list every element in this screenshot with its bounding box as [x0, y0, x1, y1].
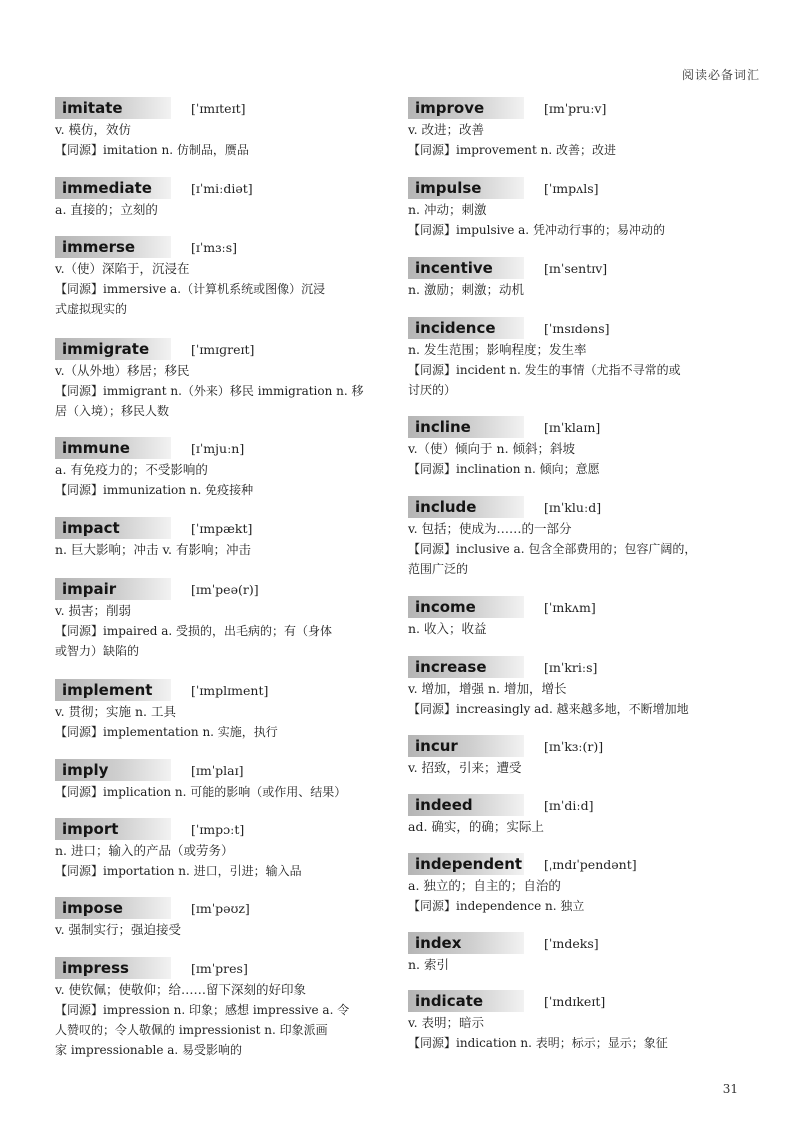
entry: [408, 176, 744, 240]
phonetic: [ˈɪmpækt]: [191, 520, 253, 536]
entry: [55, 96, 391, 160]
definition-line: n. 收入；收益: [408, 621, 487, 636]
entry: [408, 316, 744, 400]
entry: [55, 758, 391, 802]
definition-line: a. 直接的；立刻的: [55, 202, 158, 217]
related-words-line: 【同源】implementation n. 实施，执行: [55, 725, 278, 739]
phonetic: [ˈɪmpʌls]: [544, 180, 599, 196]
definition-line: a. 独立的；自主的；自治的: [408, 878, 561, 893]
entry: [408, 734, 744, 778]
phonetic: [ɪnˈkluːd]: [544, 499, 602, 515]
headword: incentive: [408, 257, 524, 279]
entry: [408, 793, 744, 837]
definition-line: v. 改进；改善: [408, 122, 485, 137]
phonetic: [ɪnˈsentɪv]: [544, 260, 608, 276]
related-words-line: 居（入境）；移民人数: [55, 404, 170, 418]
entry: [408, 495, 744, 579]
related-words-line: 【同源】improvement n. 改善；改进: [408, 143, 616, 157]
headword: income: [408, 596, 524, 618]
headword: immerse: [55, 236, 171, 258]
entry: [55, 817, 391, 881]
phonetic: [ɪmˈpruːv]: [544, 100, 607, 116]
related-words-line: 【同源】incident n. 发生的事情（尤指不寻常的或: [408, 363, 681, 377]
headword: imply: [55, 759, 171, 781]
phonetic: [ˈɪmɪteɪt]: [191, 100, 246, 116]
definition-line: v.（从外地）移居；移民: [55, 363, 190, 378]
entry: [408, 931, 744, 975]
phonetic: [ɪmˈpəʊz]: [191, 900, 250, 916]
related-words-line: 【同源】implication n. 可能的影响（或作用、结果）: [55, 785, 347, 799]
definition-line: v. 损害；削弱: [55, 603, 132, 618]
entry: [408, 852, 744, 916]
related-words-line: 范围广泛的: [408, 562, 469, 576]
related-words-line: 【同源】increasingly ad. 越来越多地，不断增加地: [408, 702, 689, 716]
phonetic: [ɪmˈpeə(r)]: [191, 581, 259, 597]
related-words-line: 【同源】impression n. 印象；感想 impressive a. 令: [55, 1003, 350, 1017]
related-words-line: 【同源】inclination n. 倾向；意愿: [408, 462, 600, 476]
headword: impulse: [408, 177, 524, 199]
headword: include: [408, 496, 524, 518]
definition-line: v. 包括；使成为……的一部分: [408, 521, 572, 536]
phonetic: [ˌɪndɪˈpendənt]: [544, 856, 637, 872]
headword: immediate: [55, 177, 171, 199]
entry: [55, 235, 391, 319]
phonetic: [ˈɪmplɪment]: [191, 682, 269, 698]
phonetic: [ɪnˈkɜː(r)]: [544, 738, 604, 754]
entry: [408, 415, 744, 479]
entry: [55, 678, 391, 742]
headword: improve: [408, 97, 524, 119]
headword: immune: [55, 437, 171, 459]
entry: [408, 989, 744, 1053]
definition-line: a. 有免疫力的；不受影响的: [55, 462, 208, 477]
related-words-line: 式虚拟现实的: [55, 302, 128, 316]
entry: [55, 176, 391, 220]
phonetic: [ˈɪnkʌm]: [544, 599, 596, 615]
phonetic: [ɪmˈplaɪ]: [191, 762, 244, 778]
headword: incur: [408, 735, 524, 757]
entry: [408, 595, 744, 639]
definition-line: v. 表明；暗示: [408, 1015, 485, 1030]
running-head: 阅读必备词汇: [681, 68, 760, 82]
phonetic: [ɪnˈkriːs]: [544, 659, 598, 675]
headword: indeed: [408, 794, 524, 816]
headword: implement: [55, 679, 171, 701]
headword: impose: [55, 897, 171, 919]
phonetic: [ˈɪmpɔːt]: [191, 821, 245, 837]
entry: [55, 516, 391, 560]
definition-line: n. 激励；刺激；动机: [408, 282, 524, 297]
phonetic: [ɪˈmjuːn]: [191, 440, 245, 456]
headword: impress: [55, 957, 171, 979]
definition-line: n. 发生范围；影响程度；发生率: [408, 342, 587, 357]
related-words-line: 或智力）缺陷的: [55, 644, 140, 658]
definition-line: v.（使）倾向于 n. 倾斜；斜坡: [408, 441, 576, 456]
headword: imitate: [55, 97, 171, 119]
definition-line: v. 模仿，效仿: [55, 122, 132, 137]
related-words-line: 【同源】immunization n. 免疫接种: [55, 483, 254, 497]
related-words-line: 讨厌的）: [408, 383, 457, 397]
phonetic: [ɪmˈpres]: [191, 960, 248, 976]
headword: index: [408, 932, 524, 954]
phonetic: [ˈɪndeks]: [544, 935, 599, 951]
phonetic: [ˈɪndɪkeɪt]: [544, 993, 606, 1009]
definition-line: v. 增加，增强 n. 增加，增长: [408, 681, 567, 696]
headword: incidence: [408, 317, 524, 339]
related-words-line: 【同源】immigrant n.（外来）移民 immigration n. 移: [55, 384, 364, 398]
entry: [408, 96, 744, 160]
related-words-line: 【同源】impulsive a. 凭冲动行事的；易冲动的: [408, 223, 665, 237]
related-words-line: 【同源】immersive a.（计算机系统或图像）沉浸: [55, 282, 326, 296]
entry: [408, 256, 744, 300]
phonetic: [ɪˈmiːdiət]: [191, 180, 253, 196]
definition-line: v.（使）深陷于，沉浸在: [55, 261, 190, 276]
definition-line: v. 使钦佩；使敬仰；给……留下深刻的好印象: [55, 982, 307, 997]
page-number: 31: [722, 1082, 738, 1096]
entry: [55, 337, 391, 421]
definition-line: v. 招致，引来；遭受: [408, 760, 522, 775]
headword: impair: [55, 578, 171, 600]
phonetic: [ɪnˈklaɪn]: [544, 419, 601, 435]
entry: [55, 956, 391, 1060]
headword: import: [55, 818, 171, 840]
entry: [55, 577, 391, 661]
headword: incline: [408, 416, 524, 438]
definition-line: v. 贯彻；实施 n. 工具: [55, 704, 176, 719]
related-words-line: 【同源】inclusive a. 包含全部费用的；包容广阔的，: [408, 542, 697, 556]
entry: [408, 655, 744, 719]
definition-line: n. 巨大影响；冲击 v. 有影响；冲击: [55, 542, 251, 557]
entry: [55, 436, 391, 500]
phonetic: [ˈɪnsɪdəns]: [544, 320, 610, 336]
related-words-line: 【同源】independence n. 独立: [408, 899, 585, 913]
definition-line: n. 进口；输入的产品（或劳务）: [55, 843, 234, 858]
definition-line: v. 强制实行；强迫接受: [55, 922, 182, 937]
related-words-line: 【同源】imitation n. 仿制品，赝品: [55, 143, 249, 157]
related-words-line: 人赞叹的；令人敬佩的 impressionist n. 印象派画: [55, 1023, 328, 1037]
headword: impact: [55, 517, 171, 539]
phonetic: [ˈɪmɪɡreɪt]: [191, 341, 255, 357]
headword: indicate: [408, 990, 524, 1012]
headword: independent: [408, 853, 524, 875]
related-words-line: 【同源】importation n. 进口，引进；输入品: [55, 864, 302, 878]
definition-line: n. 索引: [408, 957, 449, 972]
headword: immigrate: [55, 338, 171, 360]
phonetic: [ɪˈmɜːs]: [191, 239, 238, 255]
headword: increase: [408, 656, 524, 678]
related-words-line: 【同源】indication n. 表明；标示；显示；象征: [408, 1036, 668, 1050]
definition-line: ad. 确实，的确；实际上: [408, 819, 544, 834]
entry: [55, 896, 391, 940]
definition-line: n. 冲动；刺激: [408, 202, 487, 217]
phonetic: [ɪnˈdiːd]: [544, 797, 594, 813]
related-words-line: 【同源】impaired a. 受损的，出毛病的；有（身体: [55, 624, 333, 638]
related-words-line: 家 impressionable a. 易受影响的: [55, 1043, 243, 1057]
